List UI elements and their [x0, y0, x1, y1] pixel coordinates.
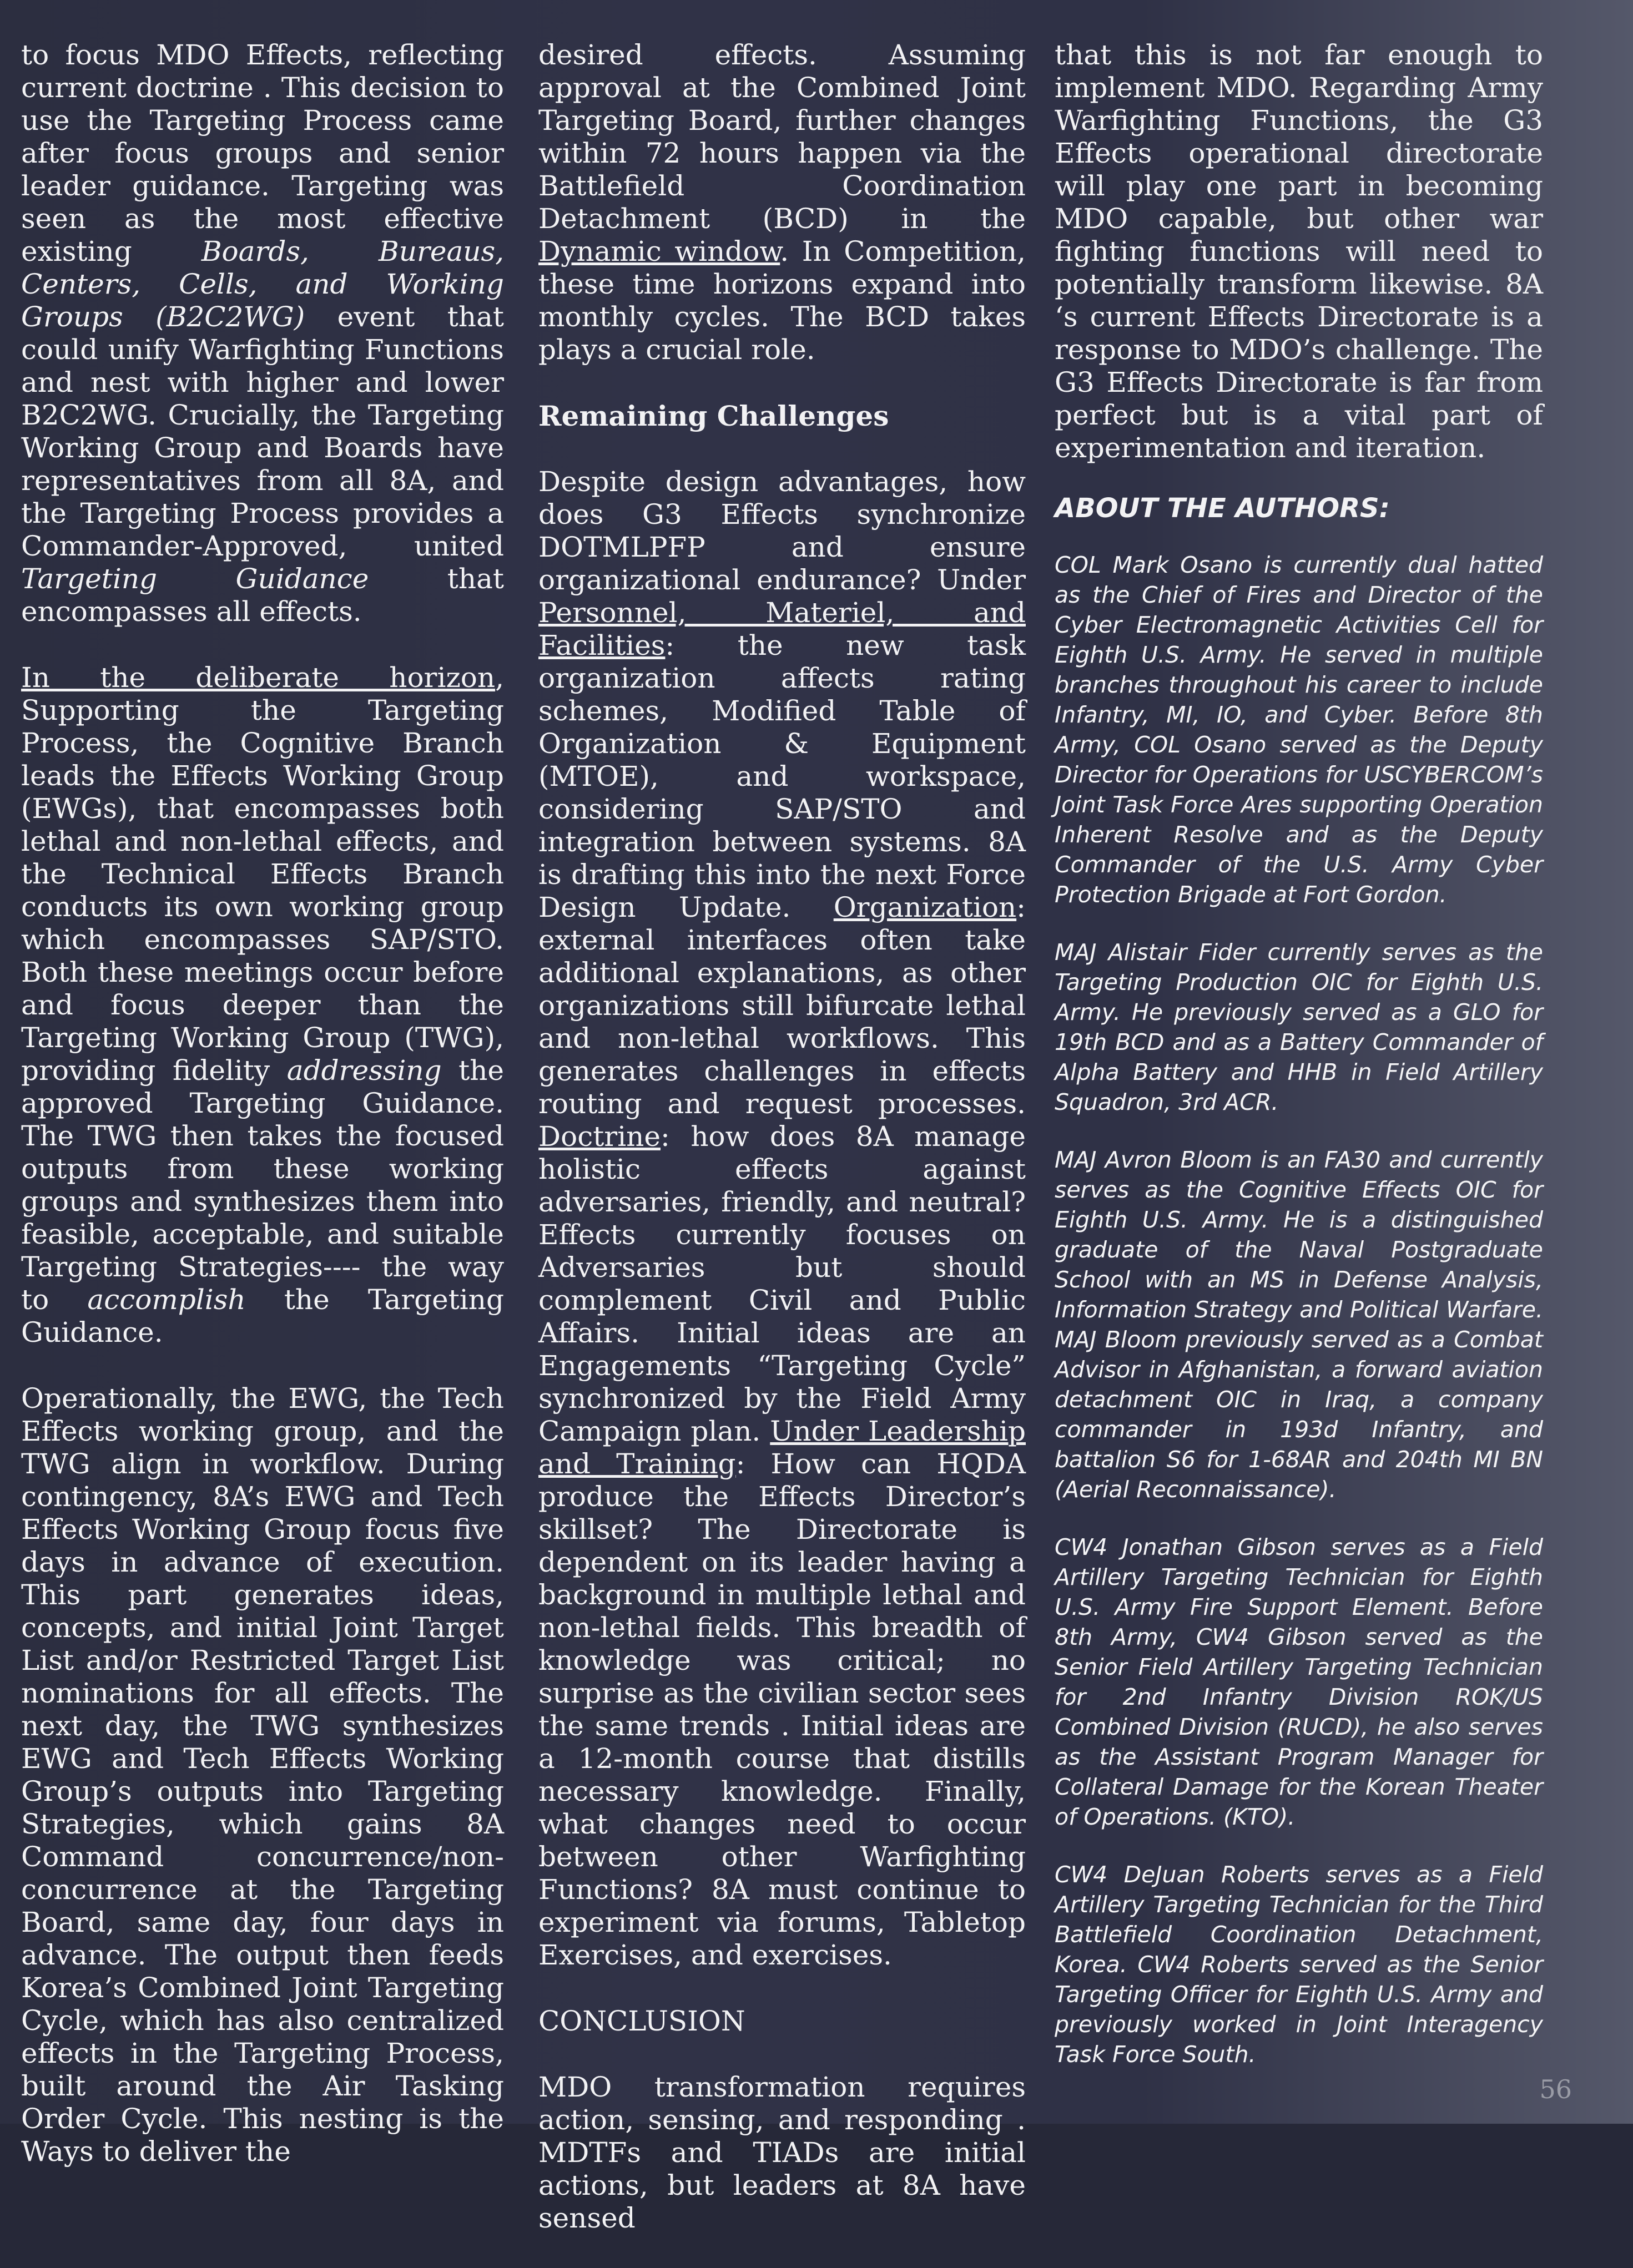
author-bio-bloom: MAJ Avron Bloom is an FA30 and currently serves as the Cognitive Effects OIC for Eighth U.S. Army. He is a distinguished graduate of the Naval Postgraduate School with an MS in Defense Analysis, Information Strategy and Political Warfare. MAJ Bloom previously served as a Combat Advisor in Afghanistan, a forward aviation detachment OIC in Iraq, a company commander in 193d Infantry, and battalion S6 for 1-68AR and 204th MI BN (Aerial Reconnaissance). [1055, 1146, 1543, 1503]
heading-remaining-challenges: Remaining Challenges [538, 400, 889, 432]
column-left [21, 39, 504, 2201]
page-number: 56 [1539, 2074, 1572, 2104]
column-middle [538, 39, 1026, 2268]
column-right [1055, 39, 1543, 2097]
paragraph-implement-mdo: that this is not far enough to implement MDO. Regarding Army Warfighting Functions, the G3 Effects operational directorate will play one part in becoming MDO capable, but other war fighting functions will need to potentially transform likewise. 8A ‘s current Effects Directorate is a response to MDO’s challenge. The G3 Effects Directorate is far from perfect but is a vital part of experimentation and iteration. [1055, 39, 1543, 464]
paragraph-deliberate-horizon: In the deliberate horizon, Supporting the Targeting Process, the Cognitive Branch leads the Effects Working Group (EWGs), that encompasses both lethal and non-lethal effects, and the Technical Effects Branch conducts its own working group which encompasses SAP/STO. Both these meetings occur before and focus deeper than the Targeting Working Group (TWG), providing fidelity addressing the approved Targeting Guidance. The TWG then takes the focused outputs from these working groups and synthesizes them into feasible, acceptable, and suitable Targeting Strategies---- the way to accomplish the Targeting Guidance. [21, 661, 505, 1348]
heading-about-the-authors: ABOUT THE AUTHORS: [1055, 493, 1390, 524]
author-bio-gibson: CW4 Jonathan Gibson serves as a Field Artillery Targeting Technician for Eighth U.S. Army Fire Support Element. Before 8th Army, CW4 Gibson served as the Senior Field Artillery Targeting Technician for 2nd Infantry Division ROK/US Combined Division (RUCD), he also serves as the Assistant Program Manager for Collateral Damage for the Korean Theater of Operations. (KTO). [1055, 1534, 1543, 1830]
author-bio-fider: MAJ Alistair Fider currently serves as the Targeting Production OIC for Eighth U.S. Army. He previously served as a GLO for 19th BCD and as a Battery Commander of Alpha Battery and HHB in Field Artillery Squadron, 3rd ACR. [1055, 939, 1543, 1115]
paragraph-conclusion: MDO transformation requires action, sensing, and responding . MDTFs and TIADs are initial actions, but leaders at 8A have sensed [538, 2071, 1026, 2234]
heading-conclusion: CONCLUSION [538, 2005, 745, 2037]
paragraph-operationally: Operationally, the EWG, the Tech Effects working group, and the TWG align in workflow. During contingency, 8A’s EWG and Tech Effects Working Group focus five days in advance of execution. This part generates ideas, concepts, and initial Joint Target List and/or Restricted Target List nominations for all effects. The next day, the TWG synthesizes EWG and Tech Effects Working Group’s outputs into Targeting Strategies, which gains 8A Command concurrence/non-concurrence at the Targeting Board, same day, four days in advance. The output then feeds Korea’s Combined Joint Targeting Cycle, which has also centralized effects in the Targeting Process, built around the Air Tasking Order Cycle. This nesting is the Ways to deliver the [21, 1382, 504, 2168]
paragraph-desired-effects: desired effects. Assuming approval at the Combined Joint Targeting Board, further changes within 72 hours happen via the Battlefield Coordination Detachment (BCD) in the Dynamic window. In Competition, these time horizons expand into monthly cycles. The BCD takes plays a crucial role. [538, 39, 1026, 366]
paragraph-targeting-process: to focus MDO Effects, reflecting current doctrine . This decision to use the Targeting Process came after focus groups and senior leader guidance. Targeting was seen as the most effective existing Boards, Bureaus, Centers, Cells, and Working Groups (B2C2WG) event that could unify Warfighting Functions and nest with higher and lower B2C2WG. Crucially, the Targeting Working Group and Boards have representatives from all 8A, and the Targeting Process provides a Commander-Approved, united Targeting Guidance that encompasses all effects. [21, 39, 505, 628]
paragraph-challenges: Despite design advantages, how does G3 Effects synchronize DOTMLPFP and ensure organizational endurance? Under Personnel, Materiel, and Facilities: the new task organization affects rating schemes, Modified Table of Organization & Equipment (MTOE), and workspace, considering SAP/STO and integration between systems. 8A is drafting this into the next Force Design Update. Organization: external interfaces often take additional explanations, as other organizations still bifurcate lethal and non-lethal workflows. This generates challenges in effects routing and request processes. Doctrine: how does 8A manage holistic effects against adversaries, friendly, and neutral? Effects currently focuses on Adversaries but should complement Civil and Public Affairs. Initial ideas are an Engagements “Targeting Cycle” synchronized by the Field Army Campaign plan. Under Leadership and Training: How can HQDA produce the Effects Director’s skillset? The Directorate is dependent on its leader having a background in multiple lethal and non-lethal fields. This breadth of knowledge was critical; no surprise as the civilian sector sees the same trends . Initial ideas are a 12-month course that distills necessary knowledge. Finally, what changes need to occur between other Warfighting Functions? 8A must continue to experiment via forums, Tabletop Exercises, and exercises. [538, 466, 1026, 1971]
author-bio-osano: COL Mark Osano is currently dual hatted as the Chief of Fires and Director of the Cyber Electromagnetic Activities Cell for Eighth U.S. Army. He served in multiple branches throughout his career to include Infantry, MI, IO, and Cyber. Before 8th Army, COL Osano served as the Deputy Director for Operations for USCYBERCOM’s Joint Task Force Ares supporting Operation Inherent Resolve and as the Deputy Commander of the U.S. Army Cyber Protection Brigade at Fort Gordon. [1055, 552, 1543, 908]
author-bio-roberts: CW4 DeJuan Roberts serves as a Field Artillery Targeting Technician for the Third Battlefield Coordination Detachment, Korea. CW4 Roberts served as the Senior Targeting Officer for Eighth U.S. Army and previously worked in Joint Interagency Task Force South. [1055, 1861, 1543, 2068]
